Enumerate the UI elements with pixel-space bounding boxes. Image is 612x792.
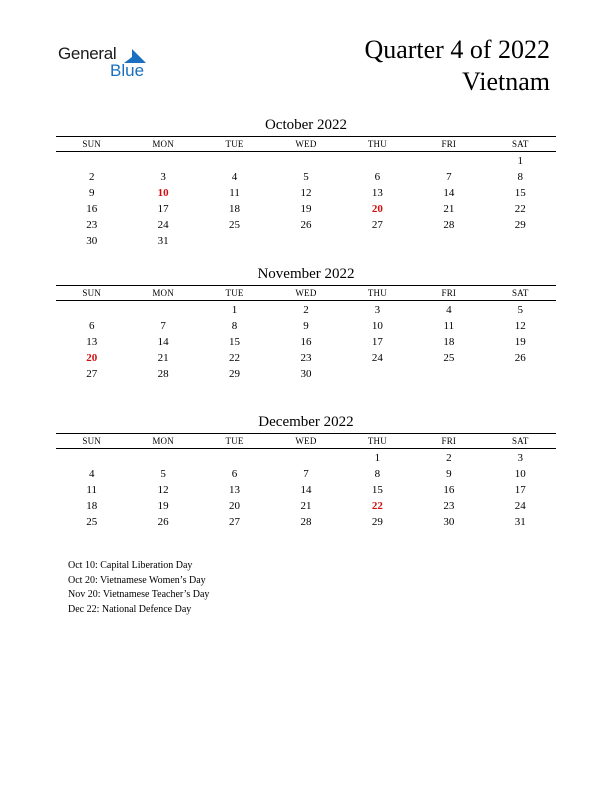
day-cell: 28: [157, 368, 169, 380]
weekday-header: WED: [295, 288, 317, 298]
day-cell: 26: [300, 219, 312, 231]
day-cell: 30: [86, 235, 98, 247]
day-cell: 19: [514, 336, 526, 348]
logo-blue-text: Blue: [110, 61, 145, 80]
generalblue-logo: [58, 42, 158, 82]
day-cell: 6: [231, 468, 238, 480]
day-cell: 23: [86, 219, 98, 231]
day-cell: 17: [157, 203, 169, 215]
day-cell: 2: [88, 171, 95, 183]
weekday-header: SUN: [82, 436, 102, 446]
day-cell: 16: [86, 203, 98, 215]
day-cell: 21: [300, 500, 312, 512]
week-row: [56, 318, 556, 334]
day-cell: 29: [229, 368, 241, 380]
week-row: [56, 366, 556, 382]
week-row: [56, 482, 556, 498]
month-october: [56, 116, 556, 249]
title-quarter: Quarter 4 of 2022: [364, 35, 550, 64]
day-cell: 15: [514, 187, 526, 199]
weekday-header: SAT: [511, 139, 529, 149]
week-row: [56, 302, 556, 318]
month-november: [56, 265, 556, 382]
day-cell: 9: [446, 468, 452, 480]
weekday-header: WED: [295, 139, 317, 149]
day-cell: 11: [443, 320, 455, 332]
weekday-header: TUE: [225, 288, 244, 298]
day-cell: 5: [160, 468, 166, 480]
weekday-header: MON: [152, 436, 174, 446]
day-cell: 3: [374, 304, 381, 316]
day-cell: 12: [514, 320, 526, 332]
day-cell: 17: [514, 484, 526, 496]
day-cell: 13: [86, 336, 98, 348]
day-cell: 24: [371, 352, 383, 364]
weekday-header: MON: [152, 139, 174, 149]
week-row: [56, 217, 556, 233]
page-title: [364, 34, 550, 98]
day-cell: 14: [157, 336, 169, 348]
week-row: [56, 233, 556, 249]
day-cell: 30: [443, 516, 455, 528]
day-cell: 13: [229, 484, 241, 496]
day-cell: 23: [443, 500, 455, 512]
day-cell: 19: [157, 500, 169, 512]
day-cell: 31: [514, 516, 526, 528]
holiday-note: Oct 10: Capital Liberation Day: [68, 560, 193, 571]
holiday-note: Nov 20: Vietnamese Teacher’s Day: [68, 589, 210, 600]
day-cell: 7: [446, 171, 452, 183]
day-cell: 2: [446, 452, 452, 464]
day-cell: 21: [157, 352, 169, 364]
day-cell: 15: [371, 484, 383, 496]
day-cell: 5: [303, 171, 309, 183]
weekday-header: MON: [152, 288, 174, 298]
logo-general-text: General: [58, 44, 117, 63]
weekday-header: WED: [295, 436, 317, 446]
weekday-header: SAT: [511, 288, 529, 298]
week-row: [56, 153, 556, 169]
day-cell: 18: [443, 336, 455, 348]
weekday-header: THU: [367, 436, 387, 446]
day-cell: 7: [303, 468, 309, 480]
week-row: [56, 498, 556, 514]
day-cell: 9: [303, 320, 309, 332]
day-cell: 31: [157, 235, 169, 247]
day-cell: 19: [300, 203, 312, 215]
weekday-header: TUE: [225, 139, 244, 149]
day-cell: 10: [514, 468, 526, 480]
weekday-header: TUE: [225, 436, 244, 446]
day-cell: 11: [229, 187, 240, 199]
weekday-header-row: [56, 433, 556, 449]
title-country: Vietnam: [462, 67, 550, 96]
weekday-header: FRI: [441, 436, 457, 446]
day-cell: 27: [86, 368, 98, 380]
holiday-notes: [68, 559, 209, 617]
holiday-note: Dec 22: National Defence Day: [68, 603, 192, 615]
week-row: [56, 466, 556, 482]
day-cell: 14: [443, 187, 455, 199]
week-row: [56, 450, 556, 466]
holiday-note: Oct 20: Vietnamese Women’s Day: [68, 574, 206, 586]
weekday-header: THU: [367, 288, 387, 298]
weekday-header: SUN: [82, 139, 102, 149]
day-cell: 30: [300, 368, 312, 380]
day-cell: 13: [371, 187, 383, 199]
day-cell: 10: [371, 320, 383, 332]
day-cell: 29: [514, 219, 526, 231]
weekday-header: FRI: [441, 288, 457, 298]
day-cell: 25: [443, 352, 455, 364]
day-cell: 26: [157, 516, 169, 528]
holiday-day-cell: 22: [371, 500, 383, 512]
day-cell: 25: [229, 219, 241, 231]
day-cell: 21: [443, 203, 455, 215]
day-cell: 1: [231, 304, 238, 316]
day-cell: 22: [514, 203, 526, 215]
week-row: [56, 514, 556, 530]
day-cell: 1: [517, 155, 523, 167]
weekday-header: THU: [367, 139, 387, 149]
day-cell: 18: [229, 203, 241, 215]
day-cell: 16: [300, 336, 312, 348]
day-cell: 8: [374, 468, 381, 480]
day-cell: 25: [86, 516, 98, 528]
day-cell: 3: [517, 452, 523, 464]
weekday-header: SAT: [511, 436, 529, 446]
day-cell: 27: [371, 219, 383, 231]
day-cell: 8: [517, 171, 523, 183]
week-row: [56, 334, 556, 350]
day-cell: 12: [157, 484, 169, 496]
day-cell: 9: [88, 187, 95, 199]
day-cell: 15: [229, 336, 241, 348]
week-row: [56, 185, 556, 201]
day-cell: 23: [300, 352, 312, 364]
day-cell: 17: [371, 336, 383, 348]
month-title: December 2022: [258, 414, 354, 430]
day-cell: 2: [303, 304, 309, 316]
day-cell: 22: [229, 352, 241, 364]
day-cell: 27: [229, 516, 241, 528]
day-cell: 4: [446, 304, 452, 316]
weekday-header: SUN: [82, 288, 102, 298]
day-cell: 24: [514, 500, 526, 512]
day-cell: 12: [300, 187, 312, 199]
month-title: November 2022: [257, 266, 355, 282]
day-cell: 20: [229, 500, 241, 512]
day-cell: 6: [374, 171, 381, 183]
day-cell: 1: [374, 452, 381, 464]
day-cell: 4: [231, 171, 238, 183]
week-row: [56, 350, 556, 366]
day-cell: 26: [514, 352, 526, 364]
day-cell: 3: [160, 171, 166, 183]
holiday-day-cell: 20: [86, 352, 98, 364]
holiday-day-cell: 10: [157, 187, 169, 199]
day-cell: 16: [443, 484, 455, 496]
month-december: [56, 413, 556, 530]
day-cell: 14: [300, 484, 312, 496]
weekday-header-row: [56, 136, 556, 152]
day-cell: 29: [371, 516, 383, 528]
day-cell: 28: [443, 219, 455, 231]
day-cell: 24: [157, 219, 169, 231]
holiday-day-cell: 20: [371, 203, 383, 215]
day-cell: 7: [160, 320, 166, 332]
week-row: [56, 169, 556, 185]
week-row: [56, 201, 556, 217]
weekday-header-row: [56, 285, 556, 301]
day-cell: 4: [88, 468, 95, 480]
day-cell: 6: [88, 320, 95, 332]
day-cell: 8: [231, 320, 238, 332]
day-cell: 5: [517, 304, 523, 316]
day-cell: 11: [86, 484, 97, 496]
day-cell: 28: [300, 516, 312, 528]
month-title: October 2022: [264, 117, 348, 133]
day-cell: 18: [86, 500, 98, 512]
weekday-header: FRI: [441, 139, 457, 149]
